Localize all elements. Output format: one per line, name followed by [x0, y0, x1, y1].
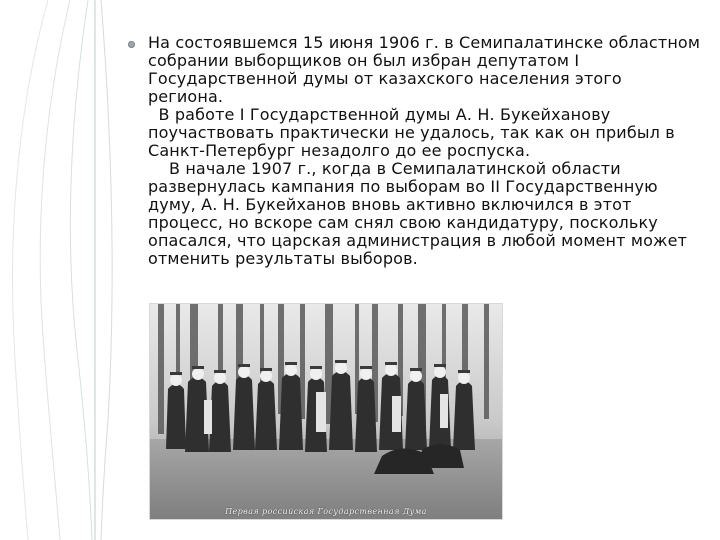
- group-photo-image: [150, 304, 502, 519]
- paragraph-2: В работе I Государственной думы А. Н. Букейханову поучаствовать практически не удалось, так как он прибыл в Санкт-Петербург незадолго до ее роспуска.: [148, 105, 681, 160]
- paragraph-1: На состоявшемся 15 июня 1906 г. в Семипалатинске областном собрании выборщиков он был избран депутатом I Государственной думы от казахского населения этого региона.: [148, 33, 706, 106]
- historical-photo: [149, 303, 503, 520]
- paragraph-3: В начале 1907 г., когда в Семипалатинской области развернулась кампания по выборам во II Государственную думу, А. Н. Букейханов вновь активно включился в этот процесс, но вскоре сам снял свою кандидатуру, поскольку опасался, что царская администрация в любой момент может отменить результаты выборов.: [148, 159, 693, 268]
- bullet-marker: [128, 41, 135, 48]
- photo-caption: Первая российская Государственная Дума: [225, 507, 427, 516]
- bullet-item: [128, 33, 706, 268]
- decorative-frame: [0, 0, 130, 540]
- slide-content: [128, 33, 706, 268]
